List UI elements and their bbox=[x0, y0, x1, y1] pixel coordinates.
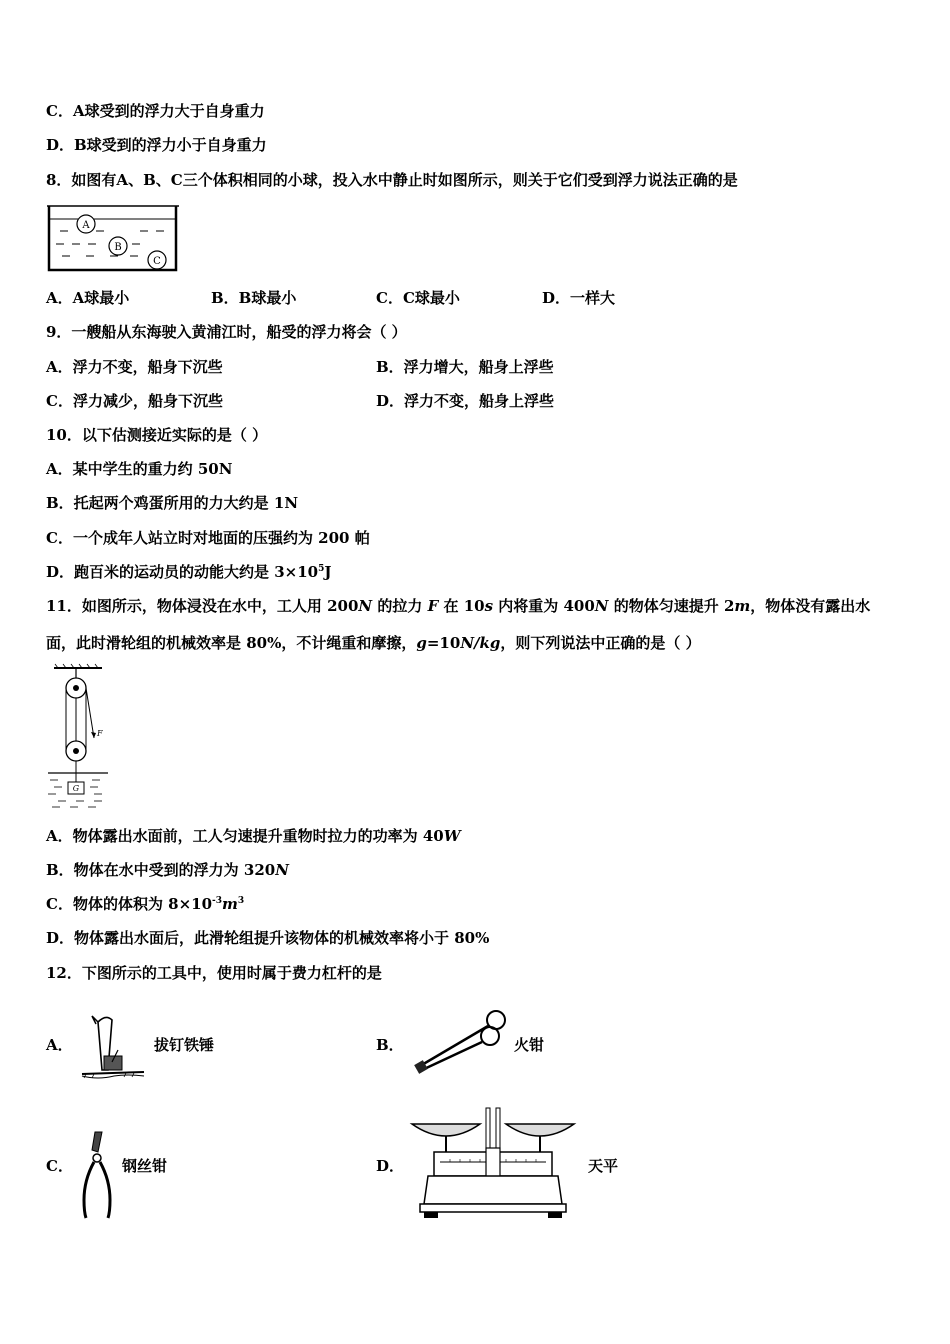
q11-s1e: 在 10 bbox=[438, 597, 485, 615]
q11-s1d: F bbox=[427, 597, 439, 615]
claw-hammer-image bbox=[78, 1012, 146, 1082]
balance-scale-image bbox=[410, 1104, 576, 1220]
q11-s1g: 内将重为 400 bbox=[493, 597, 595, 615]
q11-s2b: g bbox=[416, 634, 427, 652]
q12-option-c-name: 钢丝钳 bbox=[122, 1157, 168, 1175]
q8-ball-c-label: C bbox=[153, 256, 161, 267]
q11-force-label: F bbox=[97, 729, 103, 738]
q11-s1c: 的拉力 bbox=[372, 597, 428, 615]
q7-option-d: D．B球受到的浮力小于自身重力 bbox=[46, 136, 267, 154]
q7-option-c: C．A球受到的浮力大于自身重力 bbox=[46, 102, 265, 120]
q11-stem-line2 bbox=[46, 633, 701, 653]
q9-option-d: D．浮力不变，船身上浮些 bbox=[376, 392, 555, 410]
q11-s1h: N bbox=[594, 597, 609, 615]
q12-option-b-name: 火钳 bbox=[514, 1036, 545, 1054]
fire-tongs-image bbox=[410, 1008, 510, 1078]
q12-stem: 12．下图所示的工具中，使用时属于费力杠杆的是 bbox=[46, 964, 382, 982]
q11-s1f: s bbox=[484, 597, 494, 615]
q8-ball-a-label: A bbox=[82, 220, 90, 231]
q10-option-a: A．某中学生的重力约 50N bbox=[46, 460, 233, 478]
q10-option-d-exponent: 5 bbox=[318, 564, 325, 574]
q8-ball-b-label: B bbox=[114, 242, 122, 253]
q8-option-b: B．B球最小 bbox=[211, 289, 297, 307]
q11-ob-text: B．物体在水中受到的浮力为 320 bbox=[46, 861, 276, 879]
q12-option-d-letter: D． bbox=[376, 1157, 405, 1175]
q11-oa-text: A．物体露出水面前，工人匀速提升重物时拉力的功率为 40 bbox=[46, 827, 444, 845]
q8-option-a: A．A球最小 bbox=[46, 289, 130, 307]
q12-option-a-letter: A． bbox=[46, 1036, 73, 1054]
q11-s2e: ，则下列说法中正确的是（ ） bbox=[500, 634, 701, 652]
q11-stem-line1 bbox=[46, 596, 870, 616]
q11-s2d: N/kg bbox=[460, 634, 501, 652]
q11-ob-unit: N bbox=[275, 861, 289, 879]
q10-option-d-text: D．跑百米的运动员的动能大约是 3×10 bbox=[46, 563, 319, 581]
q11-s2a: 面，此时滑轮组的机械效率是 80%，不计绳重和摩擦， bbox=[46, 634, 417, 652]
q11-s1b: N bbox=[358, 597, 373, 615]
q8-option-d: D．一样大 bbox=[542, 289, 616, 307]
q10-option-d-unit: J bbox=[324, 563, 332, 581]
q11-option-d: D．物体露出水面后，此滑轮组提升该物体的机械效率将小于 80% bbox=[46, 929, 490, 947]
q9-option-b: B．浮力增大，船身上浮些 bbox=[376, 358, 554, 376]
q10-option-c: C．一个成年人站立时对地面的压强约为 200 帕 bbox=[46, 529, 370, 547]
q11-oc-unit: m bbox=[222, 895, 238, 913]
q10-stem: 10．以下估测接近实际的是（ ） bbox=[46, 426, 268, 444]
q12-option-d-name: 天平 bbox=[588, 1157, 619, 1175]
q8-balls-in-water-figure bbox=[46, 200, 181, 278]
pliers-image bbox=[78, 1128, 118, 1222]
q8-stem: 8．如图有A、B、C三个体积相同的小球，投入水中静止时如图所示，则关于它们受到浮力说法正确的是 bbox=[46, 171, 738, 189]
q11-s1i: 的物体匀速提升 2 bbox=[608, 597, 735, 615]
q8-option-c: C．C球最小 bbox=[376, 289, 460, 307]
q10-option-b: B．托起两个鸡蛋所用的力大约是 1N bbox=[46, 494, 299, 512]
q11-pulley-figure bbox=[46, 664, 116, 814]
q12-option-b-letter: B． bbox=[376, 1036, 404, 1054]
q11-object-label: G bbox=[72, 784, 80, 793]
q11-oc-exp: -3 bbox=[212, 896, 223, 906]
q12-option-a-name: 拔钉铁锤 bbox=[154, 1036, 215, 1054]
q11-oa-unit: W bbox=[443, 827, 461, 845]
q11-oc-exp2: 3 bbox=[237, 896, 245, 906]
q9-option-a: A．浮力不变，船身下沉些 bbox=[46, 358, 223, 376]
q11-oc-text: C．物体的体积为 8×10 bbox=[46, 895, 213, 913]
q11-option-a bbox=[46, 826, 461, 846]
q11-option-b bbox=[46, 860, 289, 880]
q11-s1k: ，物体没有露出水 bbox=[750, 597, 871, 615]
q11-s2c: =10 bbox=[426, 634, 461, 652]
q11-option-c bbox=[46, 894, 244, 914]
q9-option-c: C．浮力减少，船身下沉些 bbox=[46, 392, 223, 410]
q12-option-c-letter: C． bbox=[46, 1157, 73, 1175]
q11-s1j: m bbox=[734, 597, 751, 615]
q11-s1a: 11．如图所示，物体浸没在水中，工人用 200 bbox=[46, 597, 359, 615]
q9-stem: 9．一艘船从东海驶入黄浦江时，船受的浮力将会（ ） bbox=[46, 323, 407, 341]
q10-option-d bbox=[46, 562, 332, 582]
